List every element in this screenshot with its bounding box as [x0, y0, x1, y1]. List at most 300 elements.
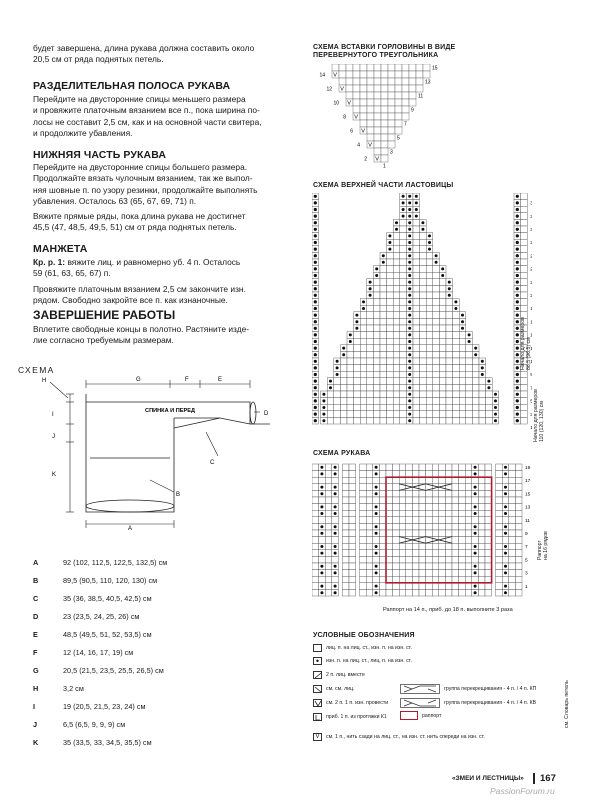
purl-dot: [448, 294, 451, 297]
chart-cell: [395, 113, 402, 120]
chart-cell: [478, 570, 485, 577]
chart-cell: [340, 411, 347, 418]
chart-cell: [446, 384, 453, 391]
chart-cell: [509, 471, 516, 478]
chart-cell: [423, 64, 430, 71]
chart-cell: [393, 556, 400, 563]
chart-cell: [509, 510, 516, 517]
chart-cell: [386, 504, 393, 511]
purl-dot: [474, 525, 477, 528]
chart-cell: [374, 141, 381, 148]
purl-dot: [322, 406, 325, 409]
purl-dot: [504, 492, 507, 495]
chart-cell: [496, 537, 503, 544]
chart-cell: [380, 404, 387, 411]
chart-cell: [406, 583, 413, 590]
chart-cell: [413, 398, 420, 405]
chart-cell: [452, 484, 459, 491]
chart-cell: [349, 517, 356, 524]
cable-right-label: группа перекрещивания - 4 п. / 4 п. КП: [444, 686, 537, 692]
chart-cell: [360, 563, 367, 570]
chart-cell: [509, 490, 516, 497]
chart-cell: [325, 464, 332, 471]
chart-cell: [380, 345, 387, 352]
chart-cell: [325, 497, 332, 504]
schema-title: СХЕМА: [18, 365, 55, 375]
chart-cell: [485, 570, 492, 577]
purl-dot: [516, 307, 519, 310]
purl-dot: [516, 281, 519, 284]
chart-cell: [413, 371, 420, 378]
purl-dot: [375, 571, 378, 574]
chart-cell: [432, 490, 439, 497]
chart-cell: [373, 332, 380, 339]
row-label: [530, 227, 532, 232]
chart-cell: [399, 490, 406, 497]
chart-cell: [402, 71, 409, 78]
chart-cell: [452, 471, 459, 478]
chart-cell: [413, 246, 420, 253]
chart-cell: [349, 484, 356, 491]
chart-cell: [446, 398, 453, 405]
chart-cell: [327, 411, 334, 418]
intro-text: [33, 43, 303, 66]
measurement-row: [33, 612, 139, 621]
chart-cell: [459, 556, 466, 563]
purl-dot: [516, 333, 519, 336]
row-label: 15: [525, 492, 531, 498]
chart-cell: [485, 497, 492, 504]
chart-cell: [367, 127, 374, 134]
chart-cell: [393, 299, 400, 306]
purl-dot: [314, 373, 317, 376]
purl-dot: [388, 241, 391, 244]
purl-dot: [516, 327, 519, 330]
section-body: [33, 324, 303, 347]
purl-dot: [322, 393, 325, 396]
chart-cell: [347, 411, 354, 418]
chart-cell: [334, 417, 341, 424]
chart-cell: [325, 504, 332, 511]
chart-cell: [521, 299, 528, 306]
chart-cell: [472, 477, 479, 484]
chart-cell: [399, 523, 406, 530]
chart-cell: [413, 305, 420, 312]
chart-cell: [366, 523, 373, 530]
chart-cell: [340, 384, 347, 391]
chart-cell: [413, 279, 420, 286]
chart-cell: [453, 391, 460, 398]
chart-cell: [393, 484, 400, 491]
chart-cell: [478, 497, 485, 504]
chart-cell: [312, 490, 319, 497]
chart-cell: [432, 477, 439, 484]
chart-cell: [459, 384, 466, 391]
purl-dot: [349, 333, 352, 336]
chart-cell: [334, 378, 341, 385]
chart-cell: [420, 252, 427, 259]
chart-cell: [379, 556, 386, 563]
chart-cell: [420, 305, 427, 312]
purl-dot: [320, 505, 323, 508]
chart-cell: [373, 365, 380, 372]
purl-dot: [314, 406, 317, 409]
chart-cell: [366, 477, 373, 484]
chart-cell: [367, 92, 374, 99]
chart-cell: [402, 64, 409, 71]
chart-cell: [366, 530, 373, 537]
chart-cell: [485, 530, 492, 537]
chart-cell: [453, 345, 460, 352]
chart-cell: [380, 305, 387, 312]
chart-cell: [325, 510, 332, 517]
chart-cell: [381, 155, 388, 162]
chart-cell: [445, 583, 452, 590]
chart-cell: [432, 497, 439, 504]
chart-cell: [380, 371, 387, 378]
chart-cell: [509, 589, 516, 596]
chart-cell: [393, 570, 400, 577]
chart-cell: [379, 523, 386, 530]
chart-cell: [386, 543, 393, 550]
legend-text: см. 2 п. 1 п. изн. провести: [326, 700, 389, 706]
purl-dot: [342, 347, 345, 350]
chart-cell: [426, 292, 433, 299]
chart-cell: [433, 391, 440, 398]
chart-cell: [360, 464, 367, 471]
text-line: няя шовные п. по узору резинки, продолжайте выполнять: [33, 184, 258, 195]
chart-cell: [521, 371, 528, 378]
chart-cell: [452, 490, 459, 497]
text-line: лосы не составит 2,5 см, как и на основной части свитера,: [33, 116, 262, 127]
chart-cell: [433, 312, 440, 319]
chart-cell: [426, 589, 433, 596]
purl-dot: [334, 591, 337, 594]
cable-left-icon: [400, 698, 440, 708]
chart-cell: [472, 358, 479, 365]
chart-cell: [380, 351, 387, 358]
chart-cell: [472, 365, 479, 372]
purl-dot: [382, 261, 385, 264]
chart-cell: [334, 398, 341, 405]
purl-dot: [375, 472, 378, 475]
purl-dot: [336, 360, 339, 363]
row-label: [530, 306, 532, 311]
purl-dot: [516, 386, 519, 389]
chart-cell: [373, 556, 380, 563]
chart-cell: [485, 543, 492, 550]
legend-item: [313, 699, 388, 707]
chart-cell: [496, 504, 503, 511]
chart-cell: [452, 556, 459, 563]
chart-cell: [420, 417, 427, 424]
chart-cell: [354, 365, 361, 372]
purl-dot: [369, 281, 372, 284]
chart-cell: [386, 523, 393, 530]
chart-cell: [412, 510, 419, 517]
chart-cell: [367, 325, 374, 332]
purl-dot: [314, 201, 317, 204]
chart-cell: [349, 471, 356, 478]
row-label: 9: [411, 107, 414, 114]
purl-dot: [408, 201, 411, 204]
chart-cell: [439, 391, 446, 398]
chart-cell: [388, 71, 395, 78]
chart-cell: [312, 589, 319, 596]
chart-cell: [406, 523, 413, 530]
purl-dot: [314, 380, 317, 383]
chart-cell: [420, 404, 427, 411]
chart-cell: [393, 272, 400, 279]
chart-cell: [496, 576, 503, 583]
measurement-value: 19 (20,5, 21,5, 23, 24) см: [63, 702, 146, 711]
chart-cell: [413, 292, 420, 299]
text-line: Перейдите на двусторонние спицы меньшего размера: [33, 94, 246, 104]
chart-cell: [515, 583, 522, 590]
chart-cell: [342, 490, 349, 497]
chart-cell: [360, 365, 367, 372]
chart-cell: [347, 404, 354, 411]
chart-cell: [515, 530, 522, 537]
chart-cell: [413, 312, 420, 319]
measurement-row: [33, 738, 152, 747]
chart-cell: [433, 325, 440, 332]
legend-item: [313, 733, 485, 741]
row-label: 7: [530, 385, 532, 391]
purl-dot: [461, 327, 464, 330]
chart-cell: [459, 589, 466, 596]
chart-cell: [439, 312, 446, 319]
chart-cell: [340, 371, 347, 378]
purl-dot: [314, 386, 317, 389]
chart-cell: [373, 497, 380, 504]
chart-cell: [509, 583, 516, 590]
section-heading: РАЗДЕЛИТЕЛЬНАЯ ПОЛОСА РУКАВА: [33, 80, 231, 92]
chart-cell: [325, 563, 332, 570]
chart-cell: [426, 351, 433, 358]
chart-cell: [412, 464, 419, 471]
chart-cell: [439, 464, 446, 471]
chart-cell: [485, 504, 492, 511]
chart-cell: [379, 517, 386, 524]
chart-cell: [459, 543, 466, 550]
chart-cell: [367, 318, 374, 325]
chart-cell: [367, 404, 374, 411]
chart-cell: [439, 530, 446, 537]
purl-dot: [382, 254, 385, 257]
purl-dot: [408, 419, 411, 422]
measurement-key: H: [33, 684, 39, 693]
chart-cell: [386, 550, 393, 557]
chart-cell: [354, 358, 361, 365]
chart-cell: [478, 530, 485, 537]
chart-cell: [379, 550, 386, 557]
chart-cell: [349, 556, 356, 563]
chart-cell: [439, 570, 446, 577]
chart-cell: [387, 299, 394, 306]
chart-cell: [319, 497, 326, 504]
chart-cell: [360, 543, 367, 550]
purl-dot: [334, 585, 337, 588]
purl-dot: [375, 486, 378, 489]
chart-cell: [366, 471, 373, 478]
chart-cell: [459, 523, 466, 530]
chart-cell: [496, 497, 503, 504]
chart-cell: [445, 510, 452, 517]
purl-dot: [516, 287, 519, 290]
purl-dot: [487, 380, 490, 383]
chart-cell: [367, 332, 374, 339]
chart-cell: [420, 325, 427, 332]
chart-cell: [312, 477, 319, 484]
chart-cell: [366, 576, 373, 583]
purl-dot: [408, 294, 411, 297]
chart-cell: [420, 398, 427, 405]
purl-dot: [516, 215, 519, 218]
chart-cell: [399, 477, 406, 484]
chart-cell: [325, 471, 332, 478]
chart-cell: [426, 285, 433, 292]
chart-cell: [340, 417, 347, 424]
purl-dot: [504, 585, 507, 588]
chart-cell: [413, 239, 420, 246]
chart-cell: [453, 404, 460, 411]
chart-cell: [354, 338, 361, 345]
chart-cell: [386, 576, 393, 583]
chart-cell: [445, 471, 452, 478]
chart-cell: [393, 318, 400, 325]
chart-cell: [509, 497, 516, 504]
purl-dot: [504, 512, 507, 515]
purl-dot: [314, 287, 317, 290]
purl-dot: [314, 366, 317, 369]
chart-cell: [360, 411, 367, 418]
text-line: вяжите лиц. и равномерно уб. 4 п. Осталось: [67, 257, 241, 267]
chart-cell: [445, 504, 452, 511]
chart-cell: [380, 398, 387, 405]
chart-cell: [400, 325, 407, 332]
legend-item: [313, 685, 354, 693]
chart-cell: [426, 358, 433, 365]
purl-dot: [487, 386, 490, 389]
chart-cell: [388, 113, 395, 120]
row-label: 7: [404, 121, 407, 128]
chart-cell: [342, 530, 349, 537]
purl-dot: [408, 254, 411, 257]
row-label: 7: [525, 545, 528, 551]
chart-cell: [312, 543, 319, 550]
chart-cell: [374, 106, 381, 113]
chart-cell: [439, 351, 446, 358]
sleeve-bottom-note: Раппорт на 14 п., приб. до 18 п. выполните 3 раза: [383, 607, 513, 613]
purl-dot: [369, 287, 372, 290]
chart-cell: [420, 338, 427, 345]
chart-cell: [312, 523, 319, 530]
chart-cell: [360, 537, 367, 544]
purl-dot: [314, 307, 317, 310]
measurement-value: 48,5 (49,5, 51, 52, 53,5) см: [63, 630, 152, 639]
chart-cell: [420, 312, 427, 319]
chart-cell: [426, 312, 433, 319]
chart-cell: [478, 464, 485, 471]
chart-cell: [312, 484, 319, 491]
chart-cell: [515, 589, 522, 596]
chart-cell: [413, 299, 420, 306]
chart-cell: [485, 589, 492, 596]
purl-dot: [408, 393, 411, 396]
chart-cell: [459, 563, 466, 570]
purl-dot: [320, 565, 323, 568]
chart-cell: [393, 563, 400, 570]
dim-label: D: [264, 411, 269, 417]
chart-cell: [485, 550, 492, 557]
row-label: 3: [530, 411, 532, 417]
chart-cell: [400, 272, 407, 279]
chart-cell: [419, 530, 426, 537]
chart-cell: [486, 404, 493, 411]
chart-cell: [374, 78, 381, 85]
chart-cell: [399, 556, 406, 563]
chart-cell: [496, 570, 503, 577]
chart-cell: [478, 576, 485, 583]
chart-cell: [399, 550, 406, 557]
chart-cell: [485, 583, 492, 590]
dim-label: C: [210, 460, 215, 466]
chart-cell: [373, 345, 380, 352]
chart-cell: [419, 570, 426, 577]
chart-cell: [420, 285, 427, 292]
chart-cell: [406, 543, 413, 550]
chart-cell: [386, 583, 393, 590]
chart-cell: [485, 556, 492, 563]
chart-cell: [334, 384, 341, 391]
chart-cell: [420, 272, 427, 279]
chart-cell: [393, 239, 400, 246]
chart-cell: [445, 530, 452, 537]
purl-dot: [516, 366, 519, 369]
purl-dot: [415, 208, 418, 211]
k2tog-icon: [313, 671, 322, 679]
chart-cell: [380, 285, 387, 292]
chart-cell: [381, 127, 388, 134]
chart-cell: [373, 537, 380, 544]
chart-cell: [466, 345, 473, 352]
purl-dot: [454, 300, 457, 303]
chart-cell: [347, 384, 354, 391]
chart-cell: [380, 391, 387, 398]
chart-cell: [393, 305, 400, 312]
purl-dot: [362, 300, 365, 303]
chart-cell: [388, 64, 395, 71]
chart-cell: [360, 358, 367, 365]
chart-cell: [515, 517, 522, 524]
chart-cell: [374, 64, 381, 71]
chart-cell: [325, 589, 332, 596]
chart-cell: [360, 332, 367, 339]
chart-cell: [432, 530, 439, 537]
chart-cell: [342, 576, 349, 583]
chart-cell: [402, 106, 409, 113]
chart-cell: [502, 576, 509, 583]
chart-cell: [406, 477, 413, 484]
purl-dot: [516, 294, 519, 297]
chart-cell: [339, 71, 346, 78]
chart-cell: [439, 345, 446, 352]
chart-cell: [426, 570, 433, 577]
measurement-value: 89,5 (90,5, 110, 120, 130) см: [63, 576, 158, 585]
chart-cell: [432, 543, 439, 550]
chart-cell: [360, 490, 367, 497]
